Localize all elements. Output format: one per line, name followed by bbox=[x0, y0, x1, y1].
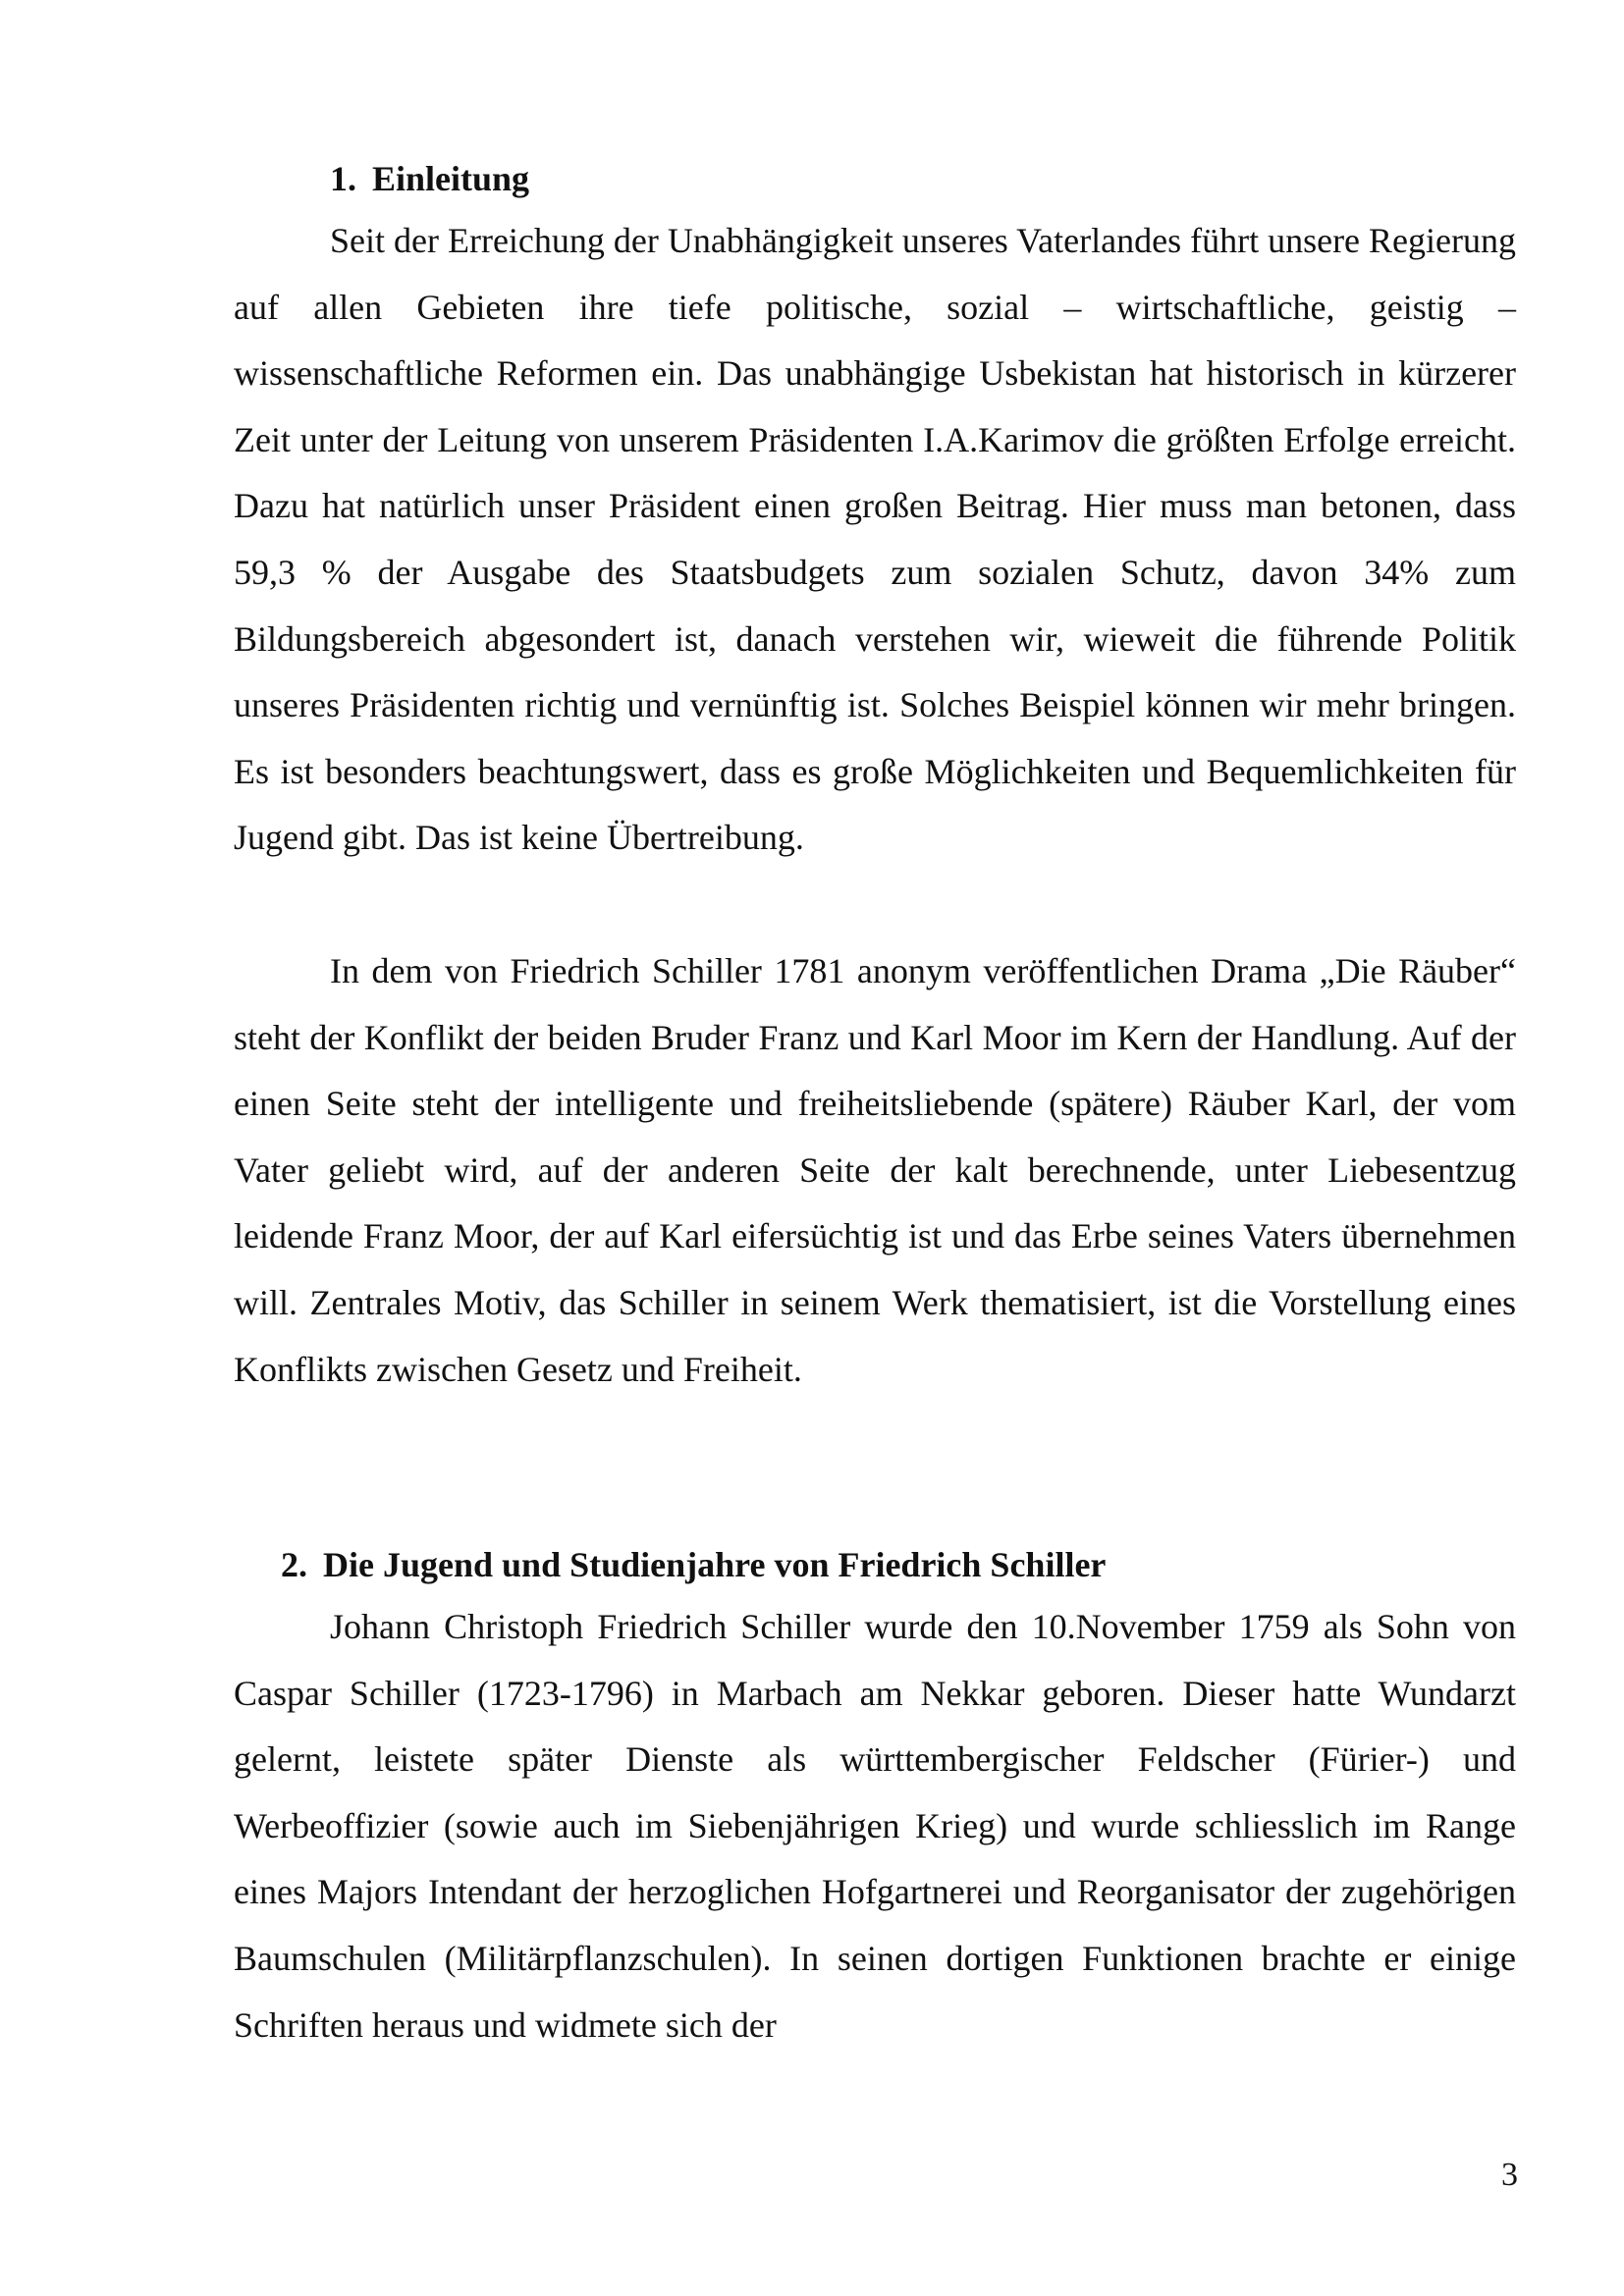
section-title: Einleitung bbox=[372, 159, 530, 198]
paragraph-biography: Johann Christoph Friedrich Schiller wurde den 10.November 1759 als Sohn von Caspar Schiller (1723-1796) in Marbach am Nekkar geboren. Dieser hatte Wundarzt gelernt, leistete später Dienste als württembergischer Feldscher (Fürier-) und Werbeoffizier (sowie auch im Siebenjährigen Krieg) und wurde schliesslich im Range eines Majors Intendant der herzoglichen Hofgartnerei und Reorganisator der zugehörigen Baumschulen (Militärpflanzschulen). In seinen dortigen Funktionen brachte er einige Schriften heraus und widmete sich der bbox=[234, 1607, 1516, 2045]
paragraph-introduction: Seit der Erreichung der Unabhängigkeit unseres Vaterlandes führt unsere Regierung auf allen Gebieten ihre tiefe politische, sozial – wirtschaftliche, geistig – wissenschaftliche Reformen ein. Das unabhängige Usbekistan hat historisch in kürzerer Zeit unter der Leitung von unserem Präsidenten I.A.Karimov die größten Erfolge erreicht. Dazu hat natürlich unser Präsident einen großen Beitrag. Hier muss man betonen, dass 59,3 % der Ausgabe des Staatsbudgets zum sozialen Schutz, davon 34% zum Bildungsbereich abgesondert ist, danach verstehen wir, wieweit die führende Politik unseres Präsidenten richtig und vernünftig ist. Solches Beispiel können wir mehr bringen. Es ist besonders beachtungswert, dass es große Möglichkeiten und Bequemlichkeiten für Jugend gibt. Das ist keine Übertreibung. bbox=[234, 221, 1516, 858]
section-heading-jugend bbox=[281, 1545, 1106, 1584]
section-heading-einleitung bbox=[330, 159, 529, 198]
section-number: 1. bbox=[330, 159, 356, 198]
paragraph-raeuber: In dem von Friedrich Schiller 1781 anonym veröffentlichen Drama „Die Räuber“ steht der Konflikt der beiden Bruder Franz und Karl Moor im Kern der Handlung. Auf der einen Seite steht der intelligente und freiheitsliebende (spätere) Räuber Karl, der vom Vater geliebt wird, auf der anderen Seite der kalt berechnende, unter Liebesentzug leidende Franz Moor, der auf Karl eifersüchtig ist und das Erbe seines Vaters übernehmen will. Zentrales Motiv, das Schiller in seinem Werk thematisiert, ist die Vorstellung eines Konflikts zwischen Gesetz und Freiheit. bbox=[234, 951, 1516, 1389]
section-number: 2. bbox=[281, 1545, 307, 1584]
page-number: 3 bbox=[1501, 2157, 1518, 2193]
section-title: Die Jugend und Studienjahre von Friedrich Schiller bbox=[323, 1545, 1107, 1584]
